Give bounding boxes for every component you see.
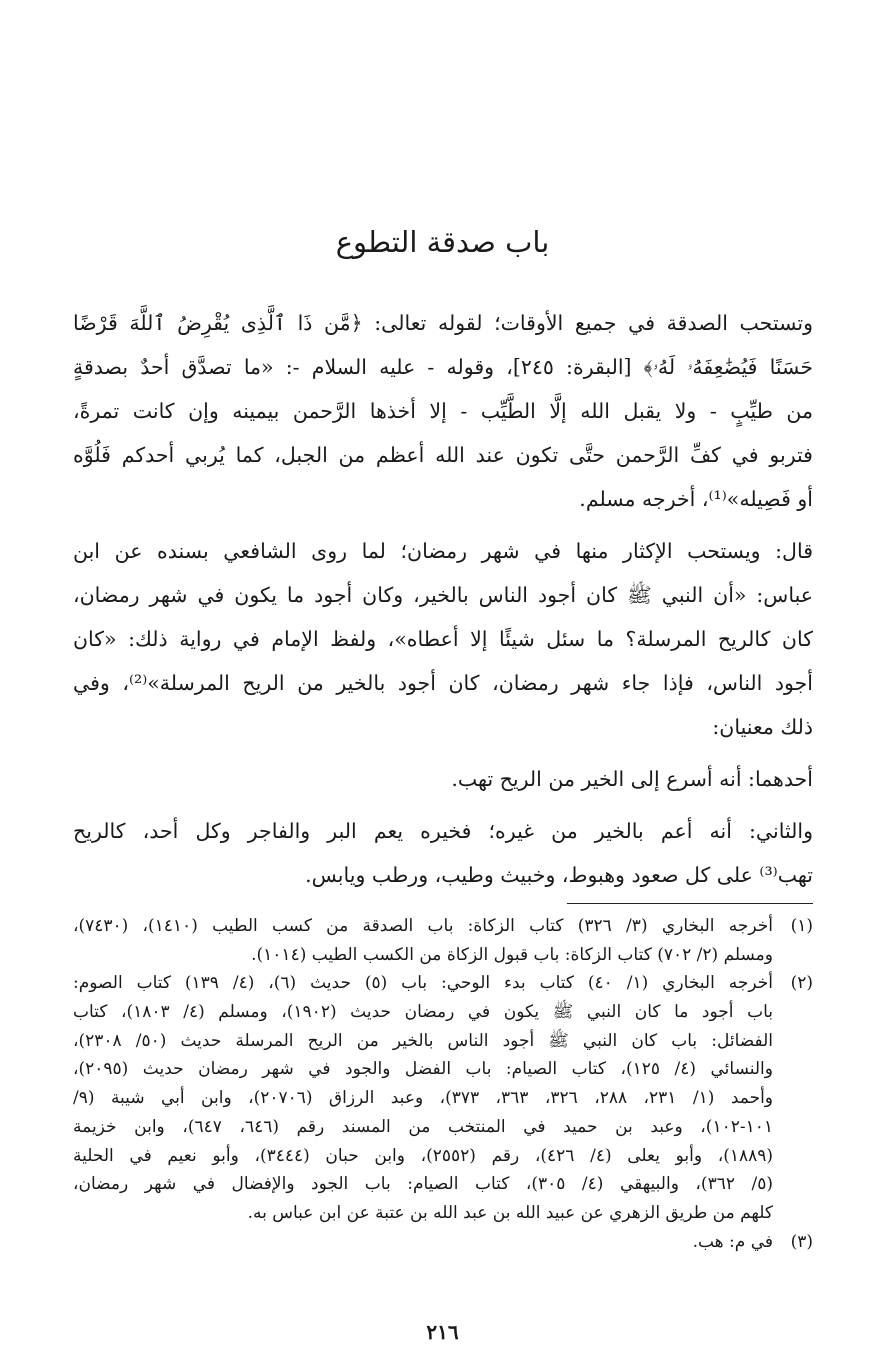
- chapter-title: باب صدقة التطوع: [335, 225, 550, 259]
- paragraph-gap: [73, 801, 813, 809]
- footnote-line: ١٠١-١٠٢)، وعبد بن حميد في المنتخب من المسند رقم (٦٤٦، ٦٤٧)، وابن خزيمة: [73, 1116, 773, 1137]
- footnotes: [73, 912, 813, 1256]
- paragraph-gap: [73, 749, 813, 757]
- body-line: أجود الناس، فإذا جاء شهر رمضان، كان أجود بالخير من الريح المرسلة»⁽²⁾، وفي: [73, 671, 813, 695]
- footnote-line: باب أجود ما كان النبي ﷺ يكون في رمضان حديث (١٩٠٢)، ومسلم (٤/ ١٨٠٣)، كتاب: [73, 1002, 773, 1023]
- body-line: من طيِّبٍ - ولا يقبل الله إلَّا الطَّيِّب - إلا أخذها الرَّحمن بيمينه وإن كانت تمرةً،: [73, 399, 813, 423]
- body-line: ذلك معنيان:: [712, 715, 813, 739]
- footnote-line: أخرجه البخاري (٣/ ٣٢٦) كتاب الزكاة: باب الصدقة من كسب الطيب (١٤١٠)، (٧٤٣٠)،: [73, 916, 773, 936]
- footnote-number: (٣): [790, 1231, 813, 1252]
- body-line: أحدهما: أنه أسرع إلى الخير من الريح تهب.: [451, 767, 813, 791]
- footnote-line: ومسلم (٢/ ٧٠٢) كتاب الزكاة: باب قبول الزكاة من الكسب الطيب (١٠١٤).: [251, 944, 773, 965]
- body-line: والثاني: أنه أعم بالخير من غيره؛ فخيره يعم البر والفاجر وكل أحد، كالريح: [73, 819, 813, 843]
- footnote-line: كلهم من طريق الزهري عن عبيد الله بن عبد الله بن عتبة عن ابن عباس به.: [247, 1202, 773, 1223]
- page-number: ٢١٦: [426, 1320, 459, 1344]
- footnote-line: (٥/ ٣٦٢)، والبيهقي (٤/ ٣٠٥)، كتاب الصيام: باب الجود والإفضال في شهر رمضان،: [73, 1174, 773, 1195]
- body-line: كان كالريح المرسلة؟ ما سئل شيئًا إلا أعطاه»، ولفظ الإمام في رواية ذلك: «كان: [73, 627, 813, 651]
- body-line: فتربو في كفِّ الرَّحمن حتَّى تكون عند الله أعظم من الجبل، كما يُربي أحدكم فَلُوَّه: [73, 443, 813, 467]
- body-line: قال: ويستحب الإكثار منها في شهر رمضان؛ لما روى الشافعي بسنده عن ابن: [73, 539, 813, 563]
- body-line: عباس: «أن النبي ﷺ كان أجود الناس بالخير، وكان أجود ما يكون في شهر رمضان،: [73, 583, 813, 607]
- footnote-line: في م: هب.: [692, 1231, 773, 1252]
- body-line: تهب⁽³⁾ على كل صعود وهبوط، وخبيث وطيب، ورطب ويابس.: [305, 863, 813, 887]
- paragraph-gap: [73, 521, 813, 529]
- footnote: [73, 1228, 813, 1257]
- footnote-number: (١): [790, 916, 813, 936]
- body-line: حَسَنًا فَيُضَٰعِفَهُۥ لَهُۥ﴾ [البقرة: ٢٤٥]، وقوله - عليه السلام -: «ما تصدَّق أحدٌ بصدقةٍ: [73, 355, 813, 379]
- body-line: وتستحب الصدقة في جميع الأوقات؛ لقوله تعالى: ﴿مَّن ذَا ٱلَّذِى يُقْرِضُ ٱللَّهَ قَرْضًا: [73, 311, 813, 335]
- body-line: أو فَصِيله»⁽¹⁾، أخرجه مسلم.: [579, 487, 813, 511]
- footnote-separator: [567, 903, 813, 904]
- footnote-number: (٢): [790, 973, 813, 994]
- footnote-line: (١٨٨٩)، وأبو يعلى (٤/ ٤٢٦)، رقم (٢٥٥٢)، وابن حبان (٣٤٤٤)، وأبو نعيم في الحلية: [73, 1145, 773, 1166]
- footnote-line: الفضائل: باب كان النبي ﷺ أجود الناس بالخير من الريح المرسلة حديث (٥٠/ ٢٣٠٨)،: [73, 1030, 773, 1051]
- footnote-line: والنسائي (٤/ ١٢٥)، كتاب الصيام: باب الفضل والجود في شهر رمضان حديث (٢٠٩٥)،: [73, 1059, 773, 1080]
- footnote: [73, 912, 813, 969]
- main-text: [73, 301, 813, 897]
- footnote: [73, 969, 813, 1227]
- footnote-line: وأحمد (١/ ٢٣١، ٢٨٨، ٣٢٦، ٣٦٣، ٣٧٣)، وعبد الرزاق (٢٠٧٠٦)، وابن أبي شيبة (٩/: [73, 1088, 773, 1109]
- footnote-line: أخرجه البخاري (١/ ٤٠) كتاب بدء الوحي: باب (٥) حديث (٦)، (٤/ ١٣٩) كتاب الصوم:: [73, 973, 773, 994]
